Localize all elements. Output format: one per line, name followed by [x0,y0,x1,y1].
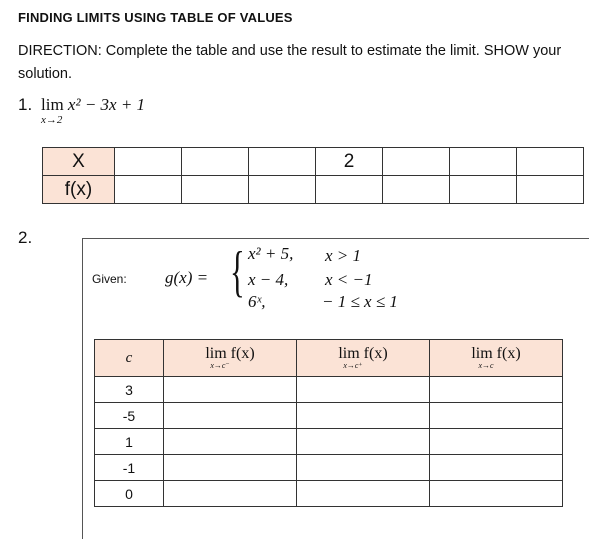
table-row [95,403,563,429]
case-2-condition: x < −1 [325,270,373,289]
fx-row [43,176,584,204]
x-cell[interactable] [450,148,517,176]
given-label: Given: [92,272,127,286]
answer-cell[interactable] [297,403,430,429]
question-1-table [42,147,584,204]
case-1-condition: x > 1 [325,246,362,265]
answer-cell[interactable] [430,377,563,403]
table-row [95,481,563,507]
piecewise-brace: { [230,241,245,303]
c-value: 0 [95,481,164,507]
case-3-expression: 6ˣ, [248,292,266,311]
answer-cell[interactable] [297,481,430,507]
fx-cell[interactable] [450,176,517,204]
c-value: 3 [95,377,164,403]
right-limit-header: lim f(x) x→c⁺ [297,340,430,377]
question-2-number: 2. [18,228,33,247]
fx-cell[interactable] [115,176,182,204]
c-value: -5 [95,403,164,429]
answer-cell[interactable] [164,377,297,403]
answer-cell[interactable] [164,455,297,481]
question-1-expression [41,95,145,115]
case-3-condition: − 1 ≤ x ≤ 1 [322,292,398,311]
table-header-row [95,340,563,377]
x-row [43,148,584,176]
x-cell[interactable] [115,148,182,176]
answer-cell[interactable] [430,481,563,507]
c-value: 1 [95,429,164,455]
x-cell[interactable] [517,148,584,176]
answer-cell[interactable] [430,455,563,481]
piecewise-function-name: g(x) = [165,268,209,287]
c-header: c [95,340,164,377]
answer-cell[interactable] [297,429,430,455]
x-header: X [43,148,115,176]
limit-word: lim [41,95,64,114]
answer-cell[interactable] [297,455,430,481]
c-value: -1 [95,455,164,481]
fx-cell[interactable] [383,176,450,204]
answer-cell[interactable] [430,403,563,429]
answer-cell[interactable] [164,481,297,507]
x-cell-center: 2 [316,148,383,176]
table-row [95,455,563,481]
fx-header: f(x) [43,176,115,204]
answer-cell[interactable] [164,429,297,455]
fx-cell[interactable] [249,176,316,204]
question-1-number: 1. [18,95,33,114]
left-limit-header: lim f(x) x→c⁻ [164,340,297,377]
fx-cell[interactable] [316,176,383,204]
case-2-expression: x − 4, [248,270,289,289]
answer-cell[interactable] [430,429,563,455]
x-cell[interactable] [182,148,249,176]
direction-text: DIRECTION: Complete the table and use the result to estimate the limit. SHOW your solution. [18,43,562,82]
answer-cell[interactable] [297,377,430,403]
page-title: FINDING LIMITS USING TABLE OF VALUES [18,10,293,25]
question-1-limit-subscript: x→2 [41,114,63,126]
limit-header: lim f(x) x→c [430,340,563,377]
table-row [95,377,563,403]
x-cell[interactable] [249,148,316,176]
question-2-table [94,339,563,507]
case-1-expression: x² + 5, [248,244,294,263]
fx-cell[interactable] [182,176,249,204]
table-row [95,429,563,455]
answer-cell[interactable] [164,403,297,429]
limit-function: x² − 3x + 1 [67,95,146,114]
x-cell[interactable] [383,148,450,176]
fx-cell[interactable] [517,176,584,204]
